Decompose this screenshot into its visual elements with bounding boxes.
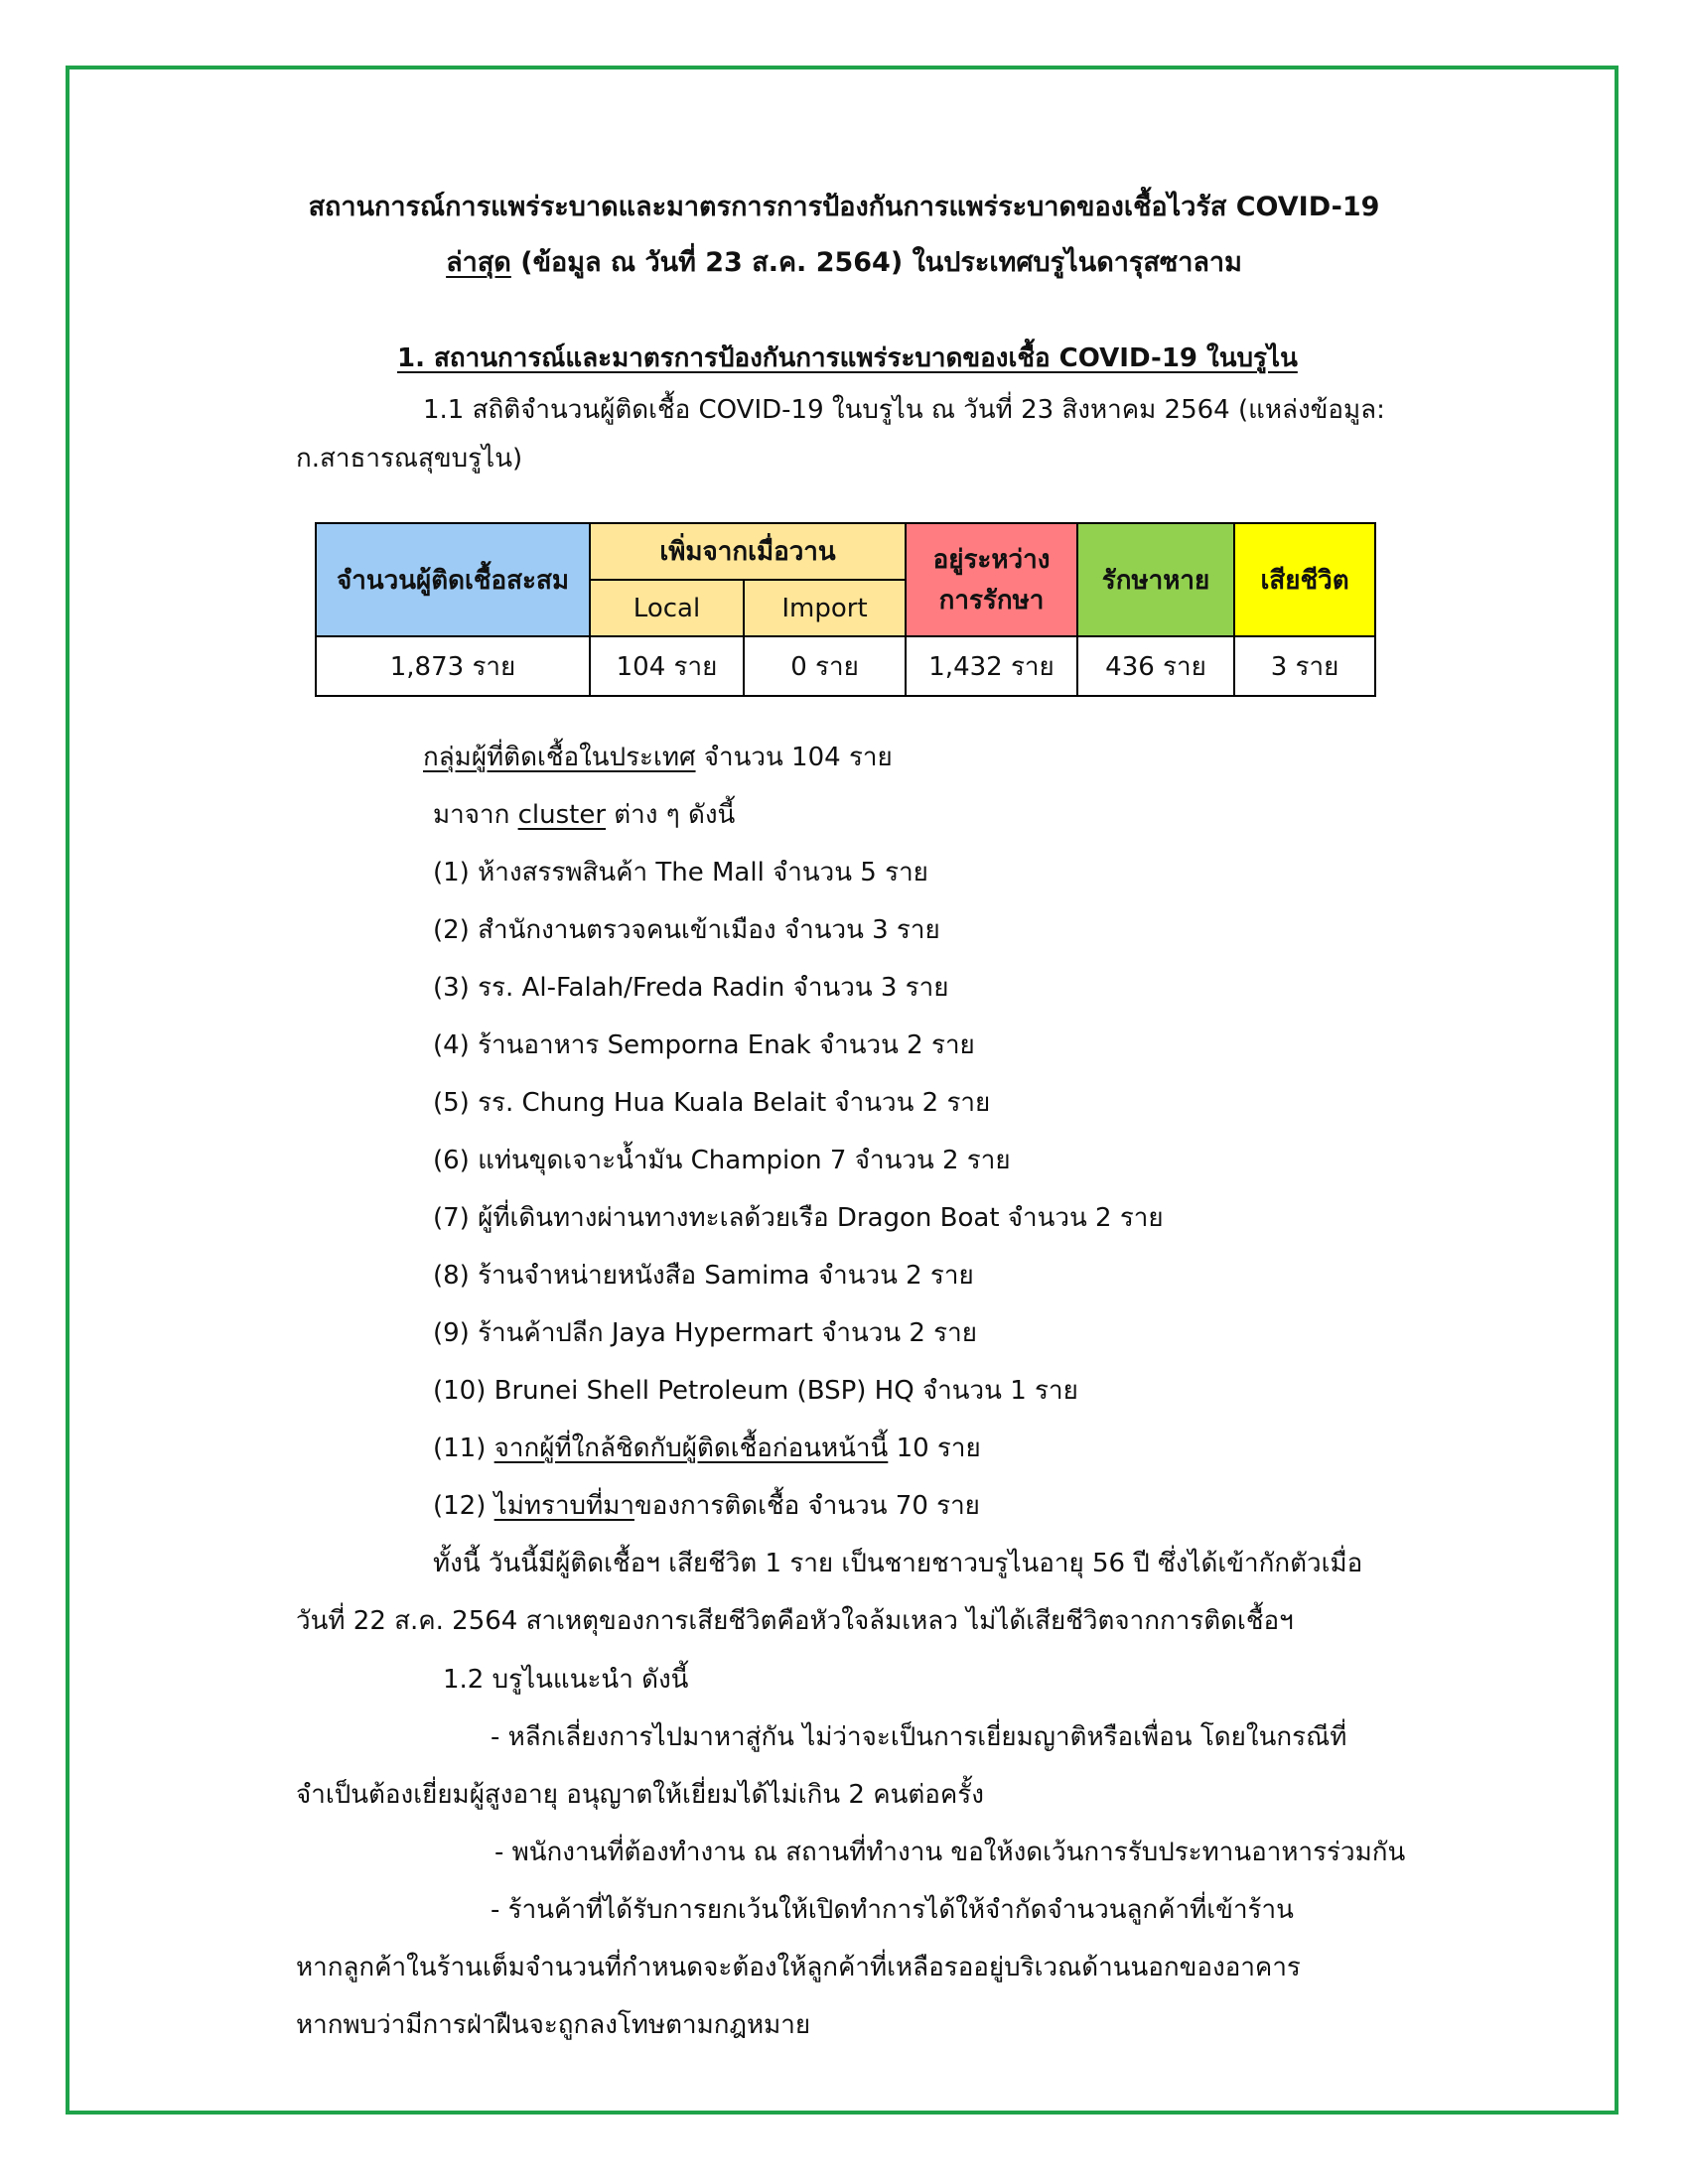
death-note-line1: ทั้งนี้ วันนี้มีผู้ติดเชื้อฯ เสียชีวิต 1 ราย เป็นชายชาวบรูไนอายุ 56 ปี ซึ่งได้เข้ากักตัวเมื่อ [433,1549,1363,1578]
cluster-item: (8) ร้านจำหน่ายหนังสือ Samima จำนวน 2 ราย [433,1261,974,1291]
cluster-item-11 [433,1428,981,1468]
cluster-item-11-underlined: จากผู้ที่ใกล้ชิดกับผู้ติดเชื้อก่อนหน้านี้ [493,1433,889,1463]
advice-bullet1-line1: - หลีกเลี่ยงการไปมาหาสู่กัน ไม่ว่าจะเป็นการเยี่ยมญาติหรือเพื่อน โดยในกรณีที่ [491,1722,1347,1752]
advice-bullet2: - พนักงานที่ต้องทำงาน ณ สถานที่ทำงาน ขอให้งดเว้นการรับประทานอาหารร่วมกัน [494,1838,1406,1867]
header-total: จำนวนผู้ติดเชื้อสะสม [316,523,590,636]
cluster-intro-line [433,794,735,835]
cluster-item-12-prefix: (12) [433,1491,494,1521]
cluster-item-12-underlined: ไม่ทราบที่มา [493,1491,634,1521]
value-import: 0 ราย [744,636,906,696]
stats-table [315,522,1376,697]
cluster-item: (9) ร้านค้าปลีก Jaya Hypermart จำนวน 2 ราย [433,1318,977,1348]
cluster-group-count: จำนวน 104 ราย [695,743,893,772]
advice-bullet3-line3: หากพบว่ามีการฝ่าฝืนจะถูกลงโทษตามกฎหมาย [296,2010,811,2040]
cluster-item: (2) สำนักงานตรวจคนเข้าเมือง จำนวน 3 ราย [433,915,940,945]
header-under-treatment-line2: การรักษา [938,586,1045,615]
header-import: Import [744,580,906,636]
value-local: 104 ราย [590,636,744,696]
latest-label: ล่าสุด [446,247,511,278]
header-recovered: รักษาหาย [1077,523,1234,636]
cluster-item-11-prefix: (11) [433,1433,494,1463]
stats-intro-line2: ก.สาธารณสุขบรูไน) [296,444,523,474]
cluster-word: cluster [517,800,607,830]
header-deaths: เสียชีวิต [1234,523,1375,636]
death-note-line2: วันที่ 22 ส.ค. 2564 สาเหตุของการเสียชีวิตคือหัวใจล้มเหลว ไม่ได้เสียชีวิตจากการติดเชื้อฯ [296,1606,1294,1636]
cluster-item: (3) รร. Al-Falah/Freda Radin จำนวน 3 ราย [433,973,949,1003]
value-total: 1,873 ราย [316,636,590,696]
cluster-group-label: กลุ่มผู้ที่ติดเชื้อในประเทศ [423,743,696,772]
header-under-treatment-line1: อยู่ระหว่าง [932,545,1051,575]
cluster-intro-suffix: ต่าง ๆ ดังนี้ [606,800,736,830]
document-title-line2 [0,240,1688,283]
cluster-item-12 [433,1485,980,1526]
title-date-country: (ข้อมูล ณ วันที่ 23 ส.ค. 2564) ในประเทศบรูไนดารุสซาลาม [510,247,1242,278]
advice-bullet3-line1: - ร้านค้าที่ได้รับการยกเว้นให้เปิดทำการได้ให้จำกัดจำนวนลูกค้าที่เข้าร้าน [491,1895,1294,1925]
cluster-item: (5) รร. Chung Hua Kuala Belait จำนวน 2 ราย [433,1088,991,1118]
cluster-item: (7) ผู้ที่เดินทางผ่านทางทะเลด้วยเรือ Dragon Boat จำนวน 2 ราย [433,1203,1164,1233]
advice-bullet3-line2: หากลูกค้าในร้านเต็มจำนวนที่กำหนดจะต้องให้ลูกค้าที่เหลือรออยู่บริเวณด้านนอกของอาคาร [296,1953,1301,1982]
stats-intro-line1: 1.1 สถิติจำนวนผู้ติดเชื้อ COVID-19 ในบรูไน ณ วันที่ 23 สิงหาคม 2564 (แหล่งข้อมูล: [423,395,1385,425]
cluster-item-12-suffix: ของการติดเชื้อ จำนวน 70 ราย [633,1491,980,1521]
section-heading: 1. สถานการณ์และมาตรการป้องกันการแพร่ระบาดของเชื้อ COVID-19 ในบรูไน [397,343,1298,373]
cluster-item: (10) Brunei Shell Petroleum (BSP) HQ จำนวน 1 ราย [433,1376,1078,1406]
header-local: Local [590,580,744,636]
header-new-since-yesterday: เพิ่มจากเมื่อวาน [590,523,906,580]
advice-bullet1-line2: จำเป็นต้องเยี่ยมผู้สูงอายุ อนุญาตให้เยี่ยมได้ไม่เกิน 2 คนต่อครั้ง [296,1780,984,1810]
value-under-treatment: 1,432 ราย [906,636,1077,696]
cluster-group-line [423,737,893,777]
document-title-line1: สถานการณ์การแพร่ระบาดและมาตรการการป้องกันการแพร่ระบาดของเชื้อไวรัส COVID-19 [308,192,1380,222]
value-recovered: 436 ราย [1077,636,1234,696]
advice-heading: 1.2 บรูไนแนะนำ ดังนี้ [443,1665,689,1695]
cluster-intro-prefix: มาจาก [433,800,518,830]
header-under-treatment [906,523,1077,636]
cluster-item: (4) ร้านอาหาร Semporna Enak จำนวน 2 ราย [433,1030,975,1060]
cluster-item: (1) ห้างสรรพสินค้า The Mall จำนวน 5 ราย [433,858,928,887]
value-deaths: 3 ราย [1234,636,1375,696]
cluster-item-11-suffix: 10 ราย [888,1433,981,1463]
cluster-item: (6) แท่นขุดเจาะน้ำมัน Champion 7 จำนวน 2 ราย [433,1146,1011,1175]
